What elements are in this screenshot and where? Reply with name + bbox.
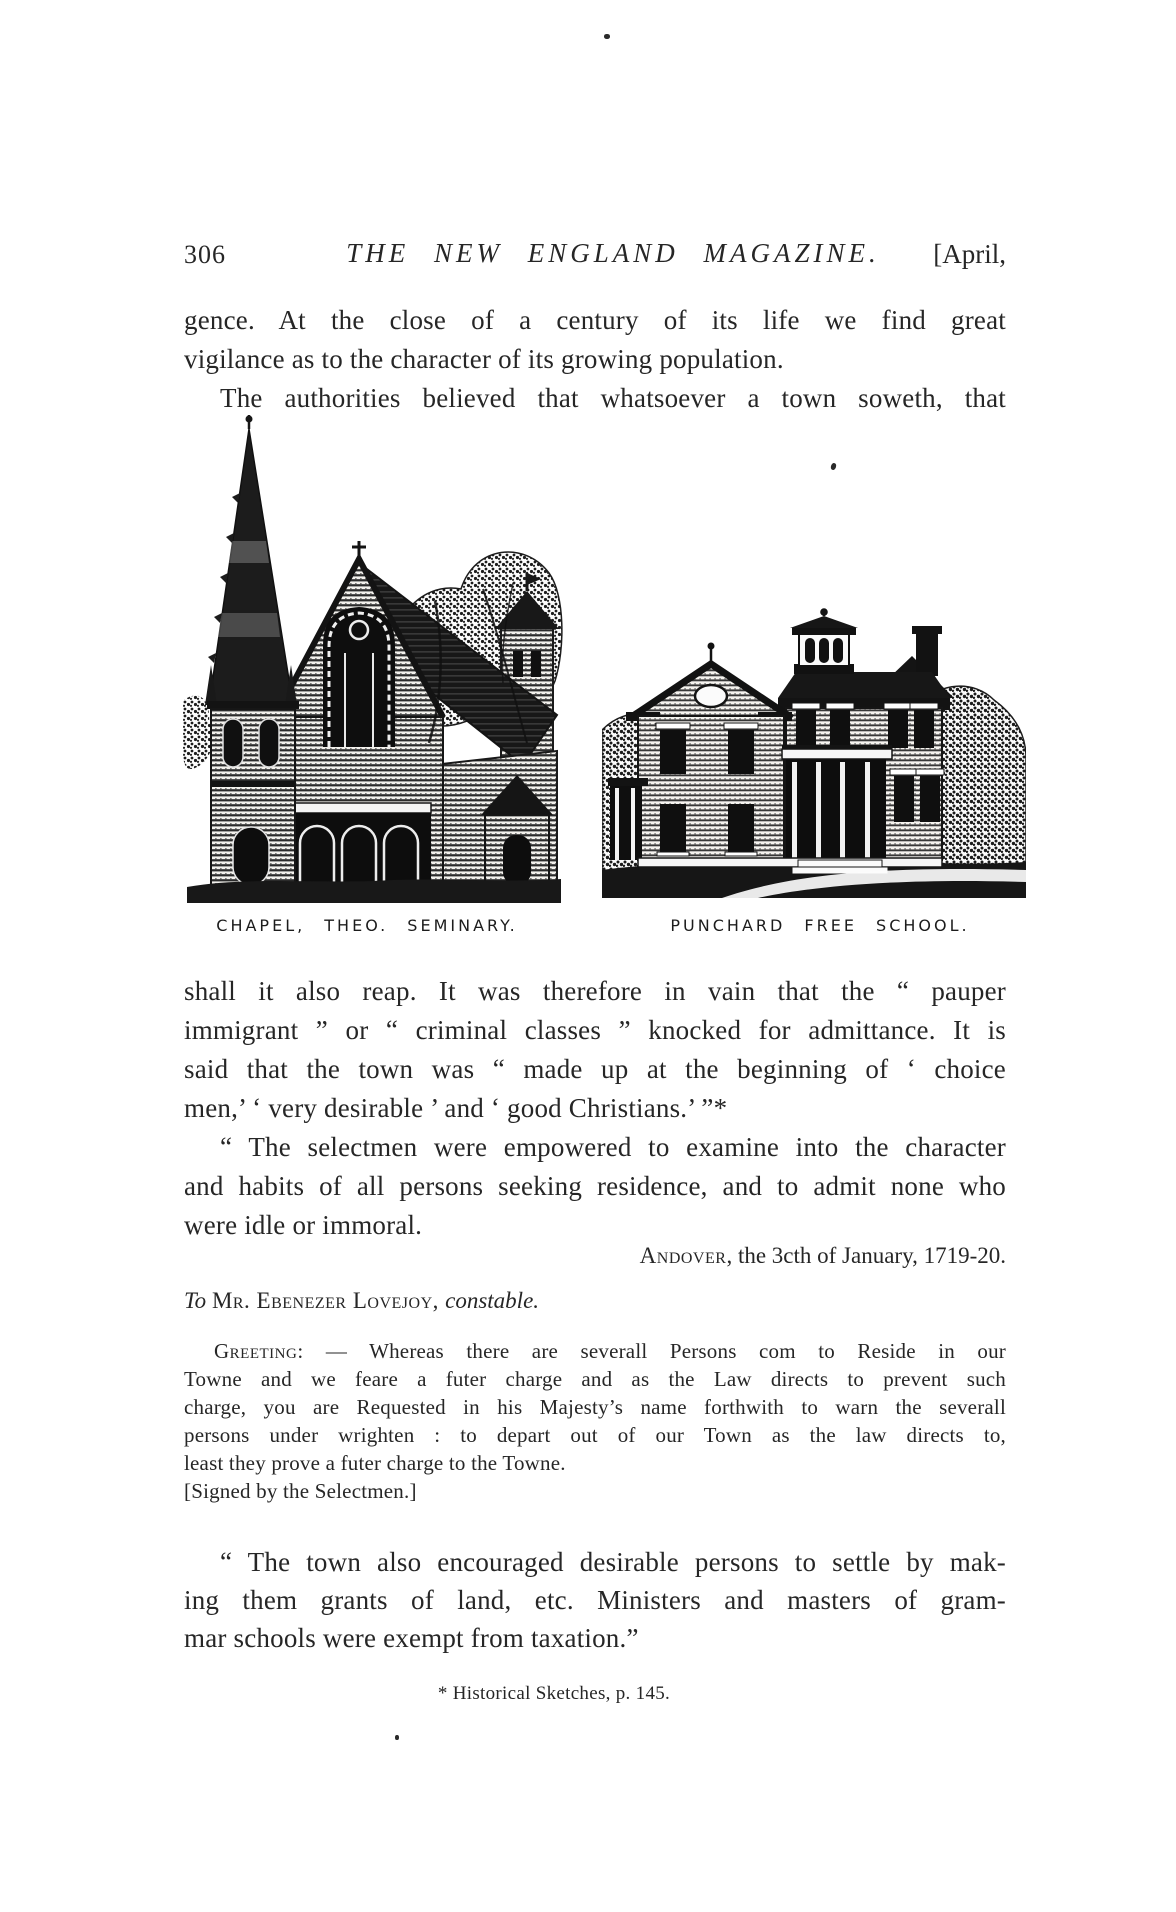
dateline-place: Andover [639, 1243, 727, 1268]
issue-date: [April, [933, 239, 1006, 269]
body-line: said that the town was “ made up at the beginning of ‘ choice [184, 1054, 1006, 1084]
body-line: ing them grants of land, etc. Ministers and masters of gram- [184, 1585, 1006, 1615]
salutation-name: Mr. Ebenezer Lovejoy, [211, 1288, 446, 1313]
letter-line: persons under wrighten : to depart out of our Town as the law directs to, [184, 1423, 1006, 1447]
page-number: 306 [184, 240, 226, 269]
body-line: The authorities believed that whatsoever a town soweth, that [220, 383, 1006, 413]
letter-line: Towne and we feare a futer charge and as the Law directs to prevent such [184, 1367, 1006, 1391]
body-line: “ The selectmen were empowered to examine into the character [220, 1132, 1006, 1162]
letter-dateline [184, 1243, 1006, 1269]
letter-line: charge, you are Requested in his Majesty’s name forthwith to warn the severall [184, 1395, 1006, 1419]
body-line: were idle or immoral. [184, 1210, 423, 1240]
letter-body [184, 1337, 1006, 1505]
dateline-rest: , the 3cth of January, 1719-20. [726, 1243, 1006, 1268]
salutation-role: constable. [445, 1288, 540, 1313]
body-line: vigilance as to the character of its growing population. [184, 344, 784, 374]
footnote: * Historical Sketches, p. 145. [437, 1683, 671, 1704]
scan-speck [830, 462, 837, 470]
journal-title: THE NEW ENGLAND MAGAZINE. [346, 238, 880, 268]
salutation-to: To [184, 1288, 212, 1313]
body-line: shall it also reap. It was therefore in vain that the “ pauper [184, 976, 1006, 1006]
opening-paragraphs [184, 301, 1006, 418]
figure-caption-chapel: CHAPEL, THEO. SEMINARY. [216, 916, 518, 935]
letter-line: least they prove a futer charge to the Towne. [184, 1451, 566, 1475]
letter-signed: [Signed by the Selectmen.] [184, 1479, 417, 1503]
body-line: men,’ ‘ very desirable ’ and ‘ good Christians.’ ”* [184, 1093, 728, 1123]
body-line: and habits of all persons seeking residence, and to admit none who [184, 1171, 1006, 1201]
body-line: immigrant ” or “ criminal classes ” knocked for admittance. It is [184, 1015, 1006, 1045]
closing-paragraph [184, 1543, 1006, 1657]
figure-caption-school: PUNCHARD FREE SCHOOL. [670, 916, 970, 935]
body-line: gence. At the close of a century of its life we find great [184, 305, 1006, 335]
letter-line [184, 1337, 1006, 1365]
greeting-lead: Greeting [214, 1339, 298, 1363]
chapel-engraving [183, 413, 565, 905]
scan-speck [604, 34, 610, 39]
middle-paragraphs [184, 972, 1006, 1245]
body-line: “ The town also encouraged desirable persons to settle by mak- [220, 1547, 1006, 1577]
letter-salutation [184, 1288, 1006, 1314]
greeting-rest: : — Whereas there are severall Persons com to Reside in our [297, 1339, 1006, 1363]
scan-speck [395, 1735, 399, 1740]
running-head [184, 238, 1006, 272]
school-engraving [602, 608, 1026, 898]
body-line: mar schools were exempt from taxation.” [184, 1623, 639, 1653]
